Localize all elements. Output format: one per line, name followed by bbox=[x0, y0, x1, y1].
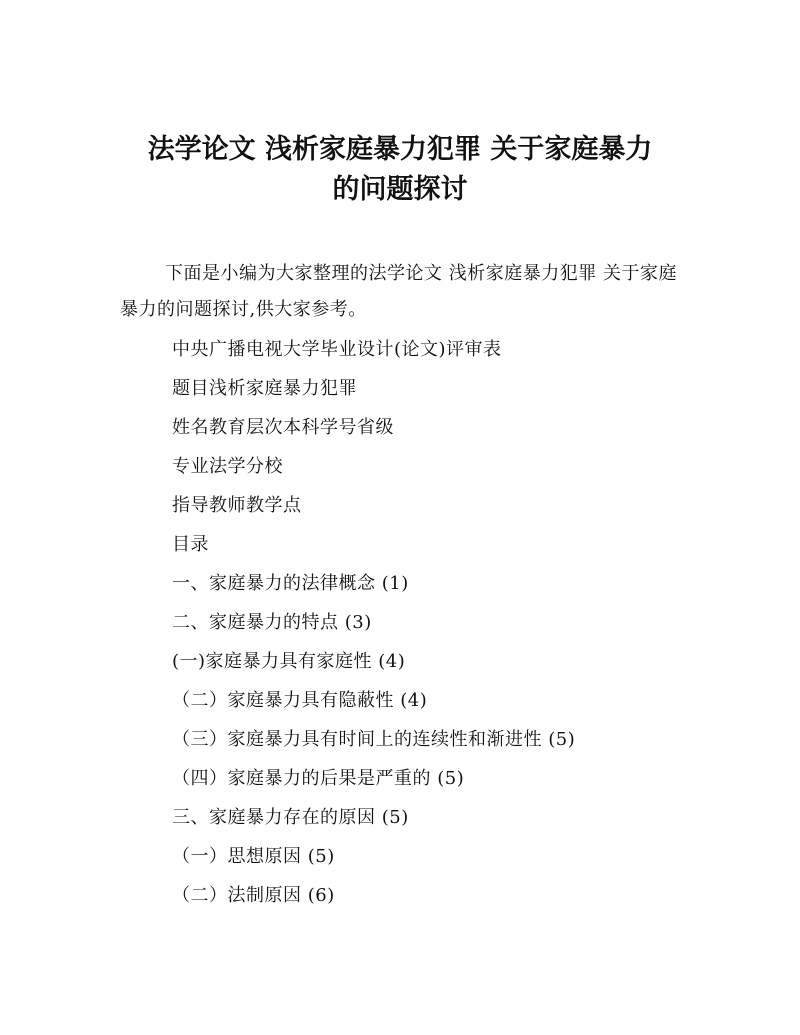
intro-paragraph: 下面是小编为大家整理的法学论文 浅析家庭暴力犯罪 关于家庭暴力的问题探讨,供大家参考。 bbox=[120, 263, 677, 320]
advisor-line: 指导教师教学点 bbox=[172, 495, 302, 516]
toc-item: 三、家庭暴力存在的原因 (5) bbox=[172, 807, 409, 828]
name-level-line: 姓名教育层次本科学号省级 bbox=[172, 417, 394, 438]
toc-item: (一)家庭暴力具有家庭性 (4) bbox=[172, 651, 406, 672]
toc-item: 二、家庭暴力的特点 (3) bbox=[172, 612, 372, 633]
toc-item: （二）家庭暴力具有隐蔽性 (4) bbox=[172, 690, 428, 711]
major-branch-line: 专业法学分校 bbox=[172, 456, 283, 477]
topic-line: 题目浅析家庭暴力犯罪 bbox=[172, 378, 357, 399]
toc-heading: 目录 bbox=[172, 534, 209, 555]
toc-item: （四）家庭暴力的后果是严重的 (5) bbox=[172, 768, 465, 789]
toc-item: （二）法制原因 (6) bbox=[172, 885, 335, 906]
toc-item: 一、家庭暴力的法律概念 (1) bbox=[172, 573, 409, 594]
evaluation-form-heading: 中央广播电视大学毕业设计(论文)评审表 bbox=[172, 339, 502, 360]
title-line-2: 的问题探讨 bbox=[332, 174, 468, 205]
document-title bbox=[100, 130, 700, 210]
title-line-1: 法学论文 浅析家庭暴力犯罪 关于家庭暴力 bbox=[147, 134, 653, 165]
toc-item: （三）家庭暴力具有时间上的连续性和渐进性 (5) bbox=[172, 729, 576, 750]
toc-item: （一）思想原因 (5) bbox=[172, 846, 335, 867]
